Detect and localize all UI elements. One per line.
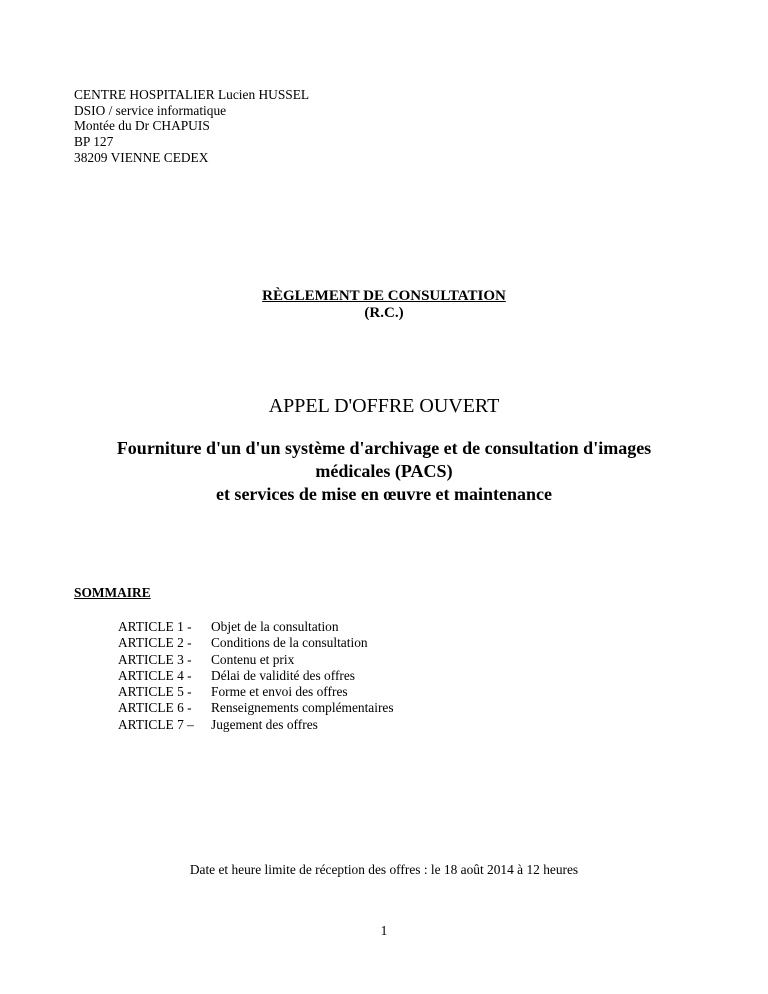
reglement-title: RÈGLEMENT DE CONSULTATION: [262, 288, 506, 304]
fourniture-line: Fourniture d'un d'un système d'archivage et de consultation d'images: [116, 438, 652, 458]
page-number: 1: [380, 923, 388, 938]
toc-item: [118, 684, 394, 700]
toc-item-number: ARTICLE 6 -: [118, 700, 192, 716]
sommaire-heading: SOMMAIRE: [74, 585, 151, 600]
toc-item-number: ARTICLE 2 -: [118, 635, 192, 651]
deadline-text: Date et heure limite de réception des offres : le 18 août 2014 à 12 heures: [189, 862, 579, 877]
address-line: CENTRE HOSPITALIER Lucien HUSSEL: [74, 87, 310, 102]
fourniture-title: [0, 437, 768, 506]
address-line: BP 127: [74, 134, 114, 150]
toc-item-number: ARTICLE 4 -: [118, 667, 192, 683]
address-line: Montée du Dr CHAPUIS: [74, 118, 210, 134]
toc-item-label: Délai de validité des offres: [211, 667, 356, 683]
reglement-heading: [0, 288, 768, 322]
toc-item-label: Renseignements complémentaires: [211, 700, 394, 716]
fourniture-line: médicales (PACS): [315, 461, 453, 481]
toc-item: [118, 717, 394, 733]
toc-item-label: Forme et envoi des offres: [211, 684, 348, 700]
table-of-contents: [118, 619, 394, 733]
fourniture-line: et services de mise en œuvre et maintenance: [215, 484, 553, 504]
toc-item: [118, 700, 394, 716]
toc-item-number: ARTICLE 7 –: [118, 716, 194, 732]
toc-item-label: Jugement des offres: [211, 716, 318, 732]
toc-item-label: Conditions de la consultation: [211, 635, 368, 651]
toc-item-number: ARTICLE 1 -: [118, 619, 192, 634]
toc-item: [118, 668, 394, 684]
address-line: 38209 VIENNE CEDEX: [74, 149, 209, 165]
toc-item: [118, 635, 394, 651]
toc-item: [118, 619, 394, 635]
appel-title: APPEL D'OFFRE OUVERT: [268, 395, 500, 417]
toc-item-label: Objet de la consultation: [211, 619, 339, 634]
toc-item: [118, 652, 394, 668]
address-line: DSIO / service informatique: [74, 102, 227, 118]
reglement-abbr: (R.C.): [364, 305, 404, 321]
sender-address: [74, 87, 309, 166]
toc-item-label: Contenu et prix: [211, 651, 295, 667]
toc-item-number: ARTICLE 5 -: [118, 684, 192, 700]
toc-item-number: ARTICLE 3 -: [118, 651, 192, 667]
